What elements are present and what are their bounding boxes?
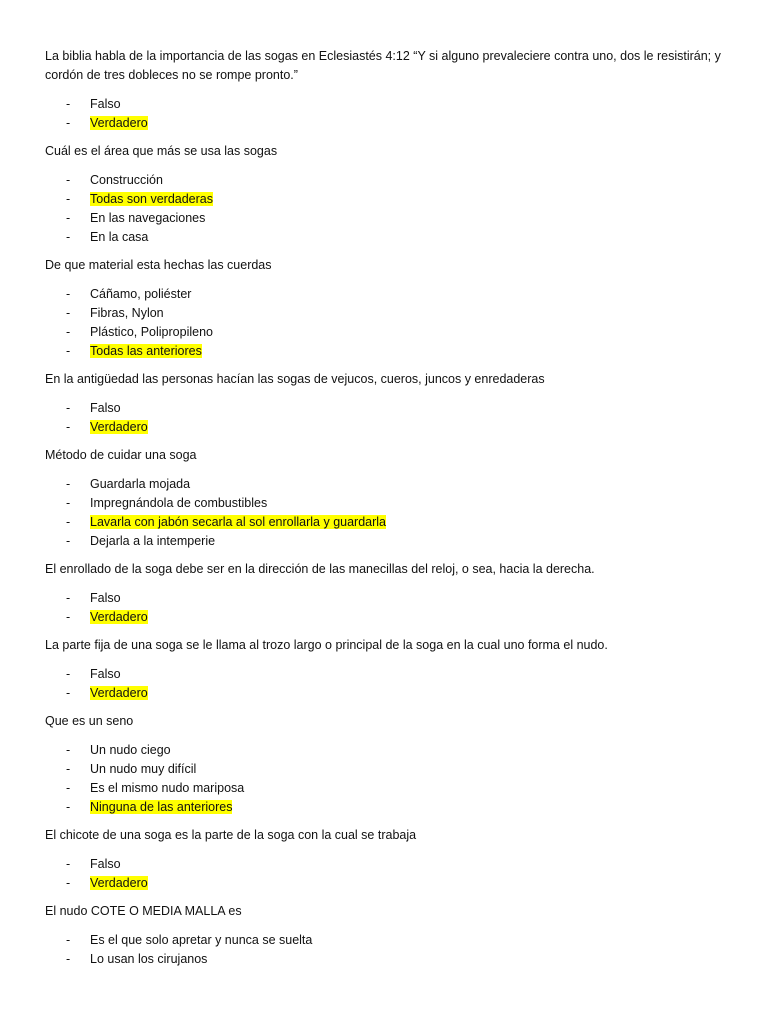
option-text: Impregnándola de combustibles <box>90 495 268 510</box>
option-list <box>45 475 768 551</box>
bullet-dash: - <box>66 210 71 225</box>
option-list <box>45 95 768 133</box>
option-list <box>45 285 768 361</box>
option-list <box>45 399 768 437</box>
option-item <box>45 342 768 361</box>
option-item <box>45 608 768 627</box>
option-list <box>45 171 768 247</box>
highlighted-answer: Ninguna de las anteriores <box>90 799 233 814</box>
highlighted-answer: Verdadero <box>90 115 148 130</box>
option-item <box>45 399 768 418</box>
option-item <box>45 589 768 608</box>
option-text: Es el mismo nudo mariposa <box>90 780 245 795</box>
highlighted-answer: Verdadero <box>90 609 148 624</box>
bullet-dash: - <box>66 875 71 890</box>
bullet-dash: - <box>66 495 71 510</box>
bullet-dash: - <box>66 476 71 491</box>
question-text: Cuál es el área que más se usa las sogas <box>45 144 278 158</box>
question-text: El nudo COTE O MEDIA MALLA es <box>45 904 242 918</box>
bullet-dash: - <box>66 324 71 339</box>
option-item <box>45 513 768 532</box>
option-list <box>45 589 768 627</box>
option-item <box>45 475 768 494</box>
bullet-dash: - <box>66 609 71 624</box>
bullet-dash: - <box>66 96 71 111</box>
option-item <box>45 494 768 513</box>
highlighted-answer: Verdadero <box>90 419 148 434</box>
question-text: El enrollado de la soga debe ser en la dirección de las manecillas del reloj, o sea, hacia la derecha. <box>45 562 595 576</box>
bullet-dash: - <box>66 780 71 795</box>
option-list <box>45 741 768 817</box>
option-item <box>45 798 768 817</box>
option-item <box>45 684 768 703</box>
option-item <box>45 779 768 798</box>
option-text: Es el que solo apretar y nunca se suelta <box>90 932 313 947</box>
bullet-dash: - <box>66 115 71 130</box>
option-text: En las navegaciones <box>90 210 206 225</box>
option-text: Falso <box>90 856 121 871</box>
option-item <box>45 190 768 209</box>
option-text: Guardarla mojada <box>90 476 191 491</box>
bullet-dash: - <box>66 533 71 548</box>
question-text: El chicote de una soga es la parte de la soga con la cual se trabaja <box>45 828 417 842</box>
bullet-dash: - <box>66 666 71 681</box>
bullet-dash: - <box>66 742 71 757</box>
option-item <box>45 950 768 969</box>
option-item <box>45 95 768 114</box>
option-text: Construcción <box>90 172 163 187</box>
bullet-dash: - <box>66 590 71 605</box>
option-item <box>45 114 768 133</box>
question-text: Que es un seno <box>45 714 134 728</box>
option-text: Falso <box>90 400 121 415</box>
option-item <box>45 741 768 760</box>
bullet-dash: - <box>66 799 71 814</box>
option-item <box>45 171 768 190</box>
question-text: De que material esta hechas las cuerdas <box>45 258 272 272</box>
option-list <box>45 665 768 703</box>
highlighted-answer: Verdadero <box>90 875 148 890</box>
question-text: Método de cuidar una soga <box>45 448 197 462</box>
option-item <box>45 931 768 950</box>
bullet-dash: - <box>66 951 71 966</box>
highlighted-answer: Todas son verdaderas <box>90 191 213 206</box>
highlighted-answer: Lavarla con jabón secarla al sol enrollarla y guardarla <box>90 514 387 529</box>
option-item <box>45 304 768 323</box>
bullet-dash: - <box>66 514 71 529</box>
bullet-dash: - <box>66 172 71 187</box>
question-text: La parte fija de una soga se le llama al trozo largo o principal de la soga en la cual uno forma el nudo. <box>45 638 608 652</box>
option-item <box>45 665 768 684</box>
highlighted-answer: Verdadero <box>90 685 148 700</box>
option-text: Lo usan los cirujanos <box>90 951 208 966</box>
option-text: Dejarla a la intemperie <box>90 533 216 548</box>
bullet-dash: - <box>66 856 71 871</box>
option-list <box>45 931 768 969</box>
bullet-dash: - <box>66 305 71 320</box>
option-text: Un nudo ciego <box>90 742 171 757</box>
option-list <box>45 855 768 893</box>
option-item <box>45 418 768 437</box>
bullet-dash: - <box>66 685 71 700</box>
option-text: Un nudo muy difícil <box>90 761 197 776</box>
option-item <box>45 323 768 342</box>
bullet-dash: - <box>66 419 71 434</box>
option-text: Fibras, Nylon <box>90 305 164 320</box>
bullet-dash: - <box>66 761 71 776</box>
option-item <box>45 874 768 893</box>
bullet-dash: - <box>66 932 71 947</box>
question-list <box>45 47 768 969</box>
option-item <box>45 228 768 247</box>
bullet-dash: - <box>66 343 71 358</box>
option-item <box>45 285 768 304</box>
option-text: Plástico, Polipropileno <box>90 324 213 339</box>
option-text: En la casa <box>90 229 149 244</box>
option-text: Falso <box>90 590 121 605</box>
option-item <box>45 209 768 228</box>
question-text: La biblia habla de la importancia de las sogas en Eclesiastés 4:12 “Y si alguno prevaleciere contra uno, dos le resistirán; y cordón de tres dobleces no se rompe pronto.” <box>45 49 721 82</box>
highlighted-answer: Todas las anteriores <box>90 343 202 358</box>
bullet-dash: - <box>66 400 71 415</box>
option-item <box>45 532 768 551</box>
option-item <box>45 855 768 874</box>
option-item <box>45 760 768 779</box>
option-text: Falso <box>90 96 121 111</box>
question-text: En la antigüedad las personas hacían las sogas de vejucos, cueros, juncos y enredaderas <box>45 372 545 386</box>
option-text: Cáñamo, poliéster <box>90 286 192 301</box>
bullet-dash: - <box>66 229 71 244</box>
bullet-dash: - <box>66 191 71 206</box>
bullet-dash: - <box>66 286 71 301</box>
option-text: Falso <box>90 666 121 681</box>
